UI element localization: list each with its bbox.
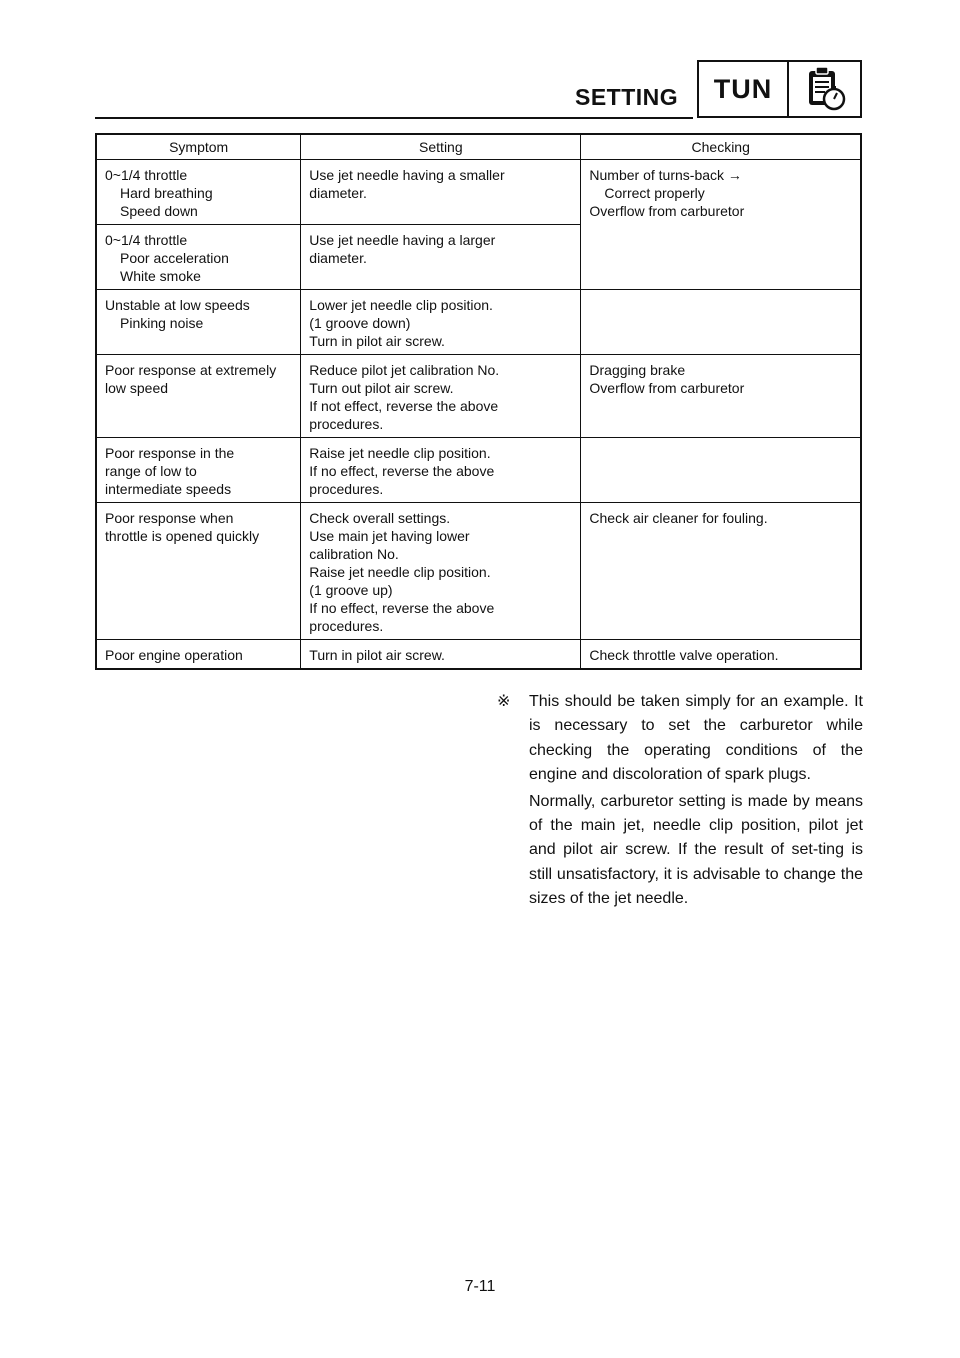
section-title: SETTING [575, 84, 679, 110]
column-header-checking: Checking [581, 134, 861, 160]
table-row [96, 503, 861, 640]
symptom-line: throttle is opened quickly [105, 528, 260, 544]
table-row [96, 290, 861, 355]
checking-cell [581, 640, 861, 670]
setting-line: Turn out pilot air screw. [309, 380, 454, 396]
checking-cell [581, 503, 861, 640]
setting-cell [301, 290, 581, 355]
setting-line: (1 groove down) [309, 315, 411, 331]
setting-line: Use jet needle having a larger [309, 232, 496, 248]
setting-line: procedures. [309, 618, 384, 634]
setting-line: procedures. [309, 416, 384, 432]
setting-line: Use main jet having lower [309, 528, 470, 544]
table-header-row [96, 134, 861, 160]
setting-line: procedures. [309, 481, 384, 497]
note-paragraph: Normally, carburetor setting is made by means of the main jet, needle clip position, pilot jet and pilot air screw. If the result of set-ting is still unsatisfactory, it is advisable to change the sizes of the jet needle. [529, 792, 863, 908]
symptom-cell [96, 438, 301, 503]
symptom-line: Hard breathing [120, 185, 213, 201]
setting-cell [301, 355, 581, 438]
symptom-line: Poor acceleration [120, 250, 229, 266]
table-row [96, 438, 861, 503]
checking-line: Correct properly [604, 185, 705, 201]
symptom-line: Speed down [120, 203, 198, 219]
column-header-setting: Setting [301, 134, 581, 160]
setting-line: (1 groove up) [309, 582, 393, 598]
symptom-line: range of low to [105, 463, 197, 479]
symptom-cell [96, 640, 301, 670]
symptom-line: low speed [105, 380, 169, 396]
setting-line: Lower jet needle clip position. [309, 297, 493, 313]
symptom-line: intermediate speeds [105, 481, 232, 497]
setting-line: calibration No. [309, 546, 399, 562]
table-row [96, 160, 861, 225]
section-badge [697, 60, 862, 118]
symptom-line: Unstable at low speeds [105, 297, 250, 313]
setting-line: Turn in pilot air screw. [309, 333, 445, 349]
checking-line: Overflow from carburetor [589, 380, 745, 396]
checking-cell [581, 355, 861, 438]
symptom-cell [96, 225, 301, 290]
setting-cell [301, 640, 581, 670]
setting-line: Raise jet needle clip position. [309, 564, 491, 580]
symptom-line: 0~1/4 throttle [105, 232, 188, 248]
page-number: 7-11 [464, 1278, 496, 1295]
note-paragraph: This should be taken simply for an example. It is necessary to set the carburetor while checking the operating conditions of the engine and discoloration of spark plugs. [529, 693, 863, 784]
setting-line: If no effect, reverse the above [309, 463, 495, 479]
setting-line: Turn in pilot air screw. [309, 647, 445, 663]
checking-cell [581, 160, 861, 290]
symptom-line: Poor response in the [105, 445, 235, 461]
symptom-line: Poor response when [105, 510, 234, 526]
table-row [96, 355, 861, 438]
setting-cell [301, 503, 581, 640]
checking-line: Check air cleaner for fouling. [589, 510, 768, 526]
column-header-symptom: Symptom [96, 134, 301, 160]
checking-cell [581, 438, 861, 503]
header-rule [95, 117, 693, 119]
table-row [96, 640, 861, 670]
note-body [529, 690, 863, 912]
reference-mark-icon: ※ [497, 693, 511, 710]
setting-line: diameter. [309, 250, 367, 266]
example-note [497, 690, 863, 914]
badge-label: TUN [699, 62, 789, 116]
symptom-cell [96, 290, 301, 355]
setting-cell [301, 160, 581, 225]
setting-line: If no effect, reverse the above [309, 600, 495, 616]
symptom-line: Pinking noise [120, 315, 204, 331]
setting-line: Reduce pilot jet calibration No. [309, 362, 500, 378]
symptom-line: 0~1/4 throttle [105, 167, 188, 183]
checking-line: Number of turns-back → [589, 167, 742, 183]
symptom-line: Poor response at extremely [105, 362, 277, 378]
setting-line: Check overall settings. [309, 510, 451, 526]
carburetor-setting-table [95, 133, 862, 670]
setting-line: Use jet needle having a smaller [309, 167, 505, 183]
checking-line: Overflow from carburetor [589, 203, 745, 219]
tuning-clipboard-stopwatch-icon [789, 62, 860, 116]
symptom-line: White smoke [120, 268, 201, 284]
setting-line: If not effect, reverse the above [309, 398, 499, 414]
symptom-cell [96, 503, 301, 640]
symptom-line: Poor engine operation [105, 647, 243, 663]
checking-cell [581, 290, 861, 355]
symptom-cell [96, 355, 301, 438]
setting-cell [301, 438, 581, 503]
checking-line: Check throttle valve operation. [589, 647, 779, 663]
setting-line: Raise jet needle clip position. [309, 445, 491, 461]
setting-cell [301, 225, 581, 290]
setting-line: diameter. [309, 185, 367, 201]
checking-line: Dragging brake [589, 362, 686, 378]
symptom-cell [96, 160, 301, 225]
